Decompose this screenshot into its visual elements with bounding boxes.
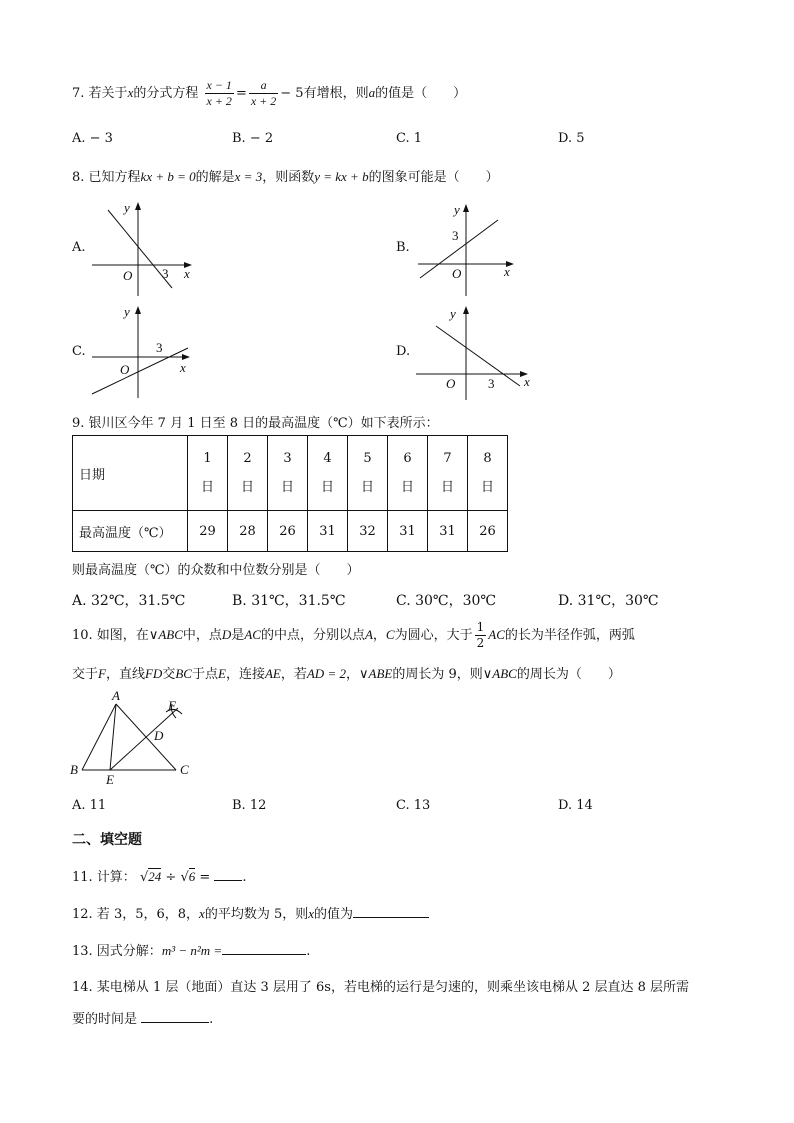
- q13-expression: m³ − n²m =: [161, 943, 223, 958]
- q8b-x-label: x: [504, 264, 510, 279]
- q10-text: ，: [345, 667, 359, 682]
- q8-text-b: 的解是: [195, 170, 235, 185]
- q14-answer-blank[interactable]: [141, 1010, 209, 1023]
- q13-stem: [72, 940, 310, 959]
- q8-equation-1: kx + b = 0: [140, 169, 196, 184]
- q8a-origin: O: [123, 268, 133, 283]
- q9-option-c[interactable]: C. 30℃，30℃: [396, 593, 497, 609]
- q7-frac2-num: a: [249, 78, 278, 94]
- q11-period: .: [242, 870, 247, 885]
- q9-question: 则最高温度（℃）的众数和中位数分别是（ ）: [72, 563, 360, 578]
- q11-text: 11. 计算：: [72, 870, 136, 885]
- q10-text: ，直线: [105, 667, 145, 682]
- q9-temp-cell: 26: [268, 511, 308, 552]
- q7-option-a[interactable]: A. − 3: [72, 131, 113, 146]
- q8a-three: 3: [162, 266, 169, 281]
- q9-day-unit: 日: [200, 480, 214, 495]
- sqrt-icon: √: [180, 870, 189, 885]
- q7-var-a: a: [368, 85, 376, 100]
- q13-text: 13. 因式分解：: [72, 944, 162, 959]
- q10-point-f: F: [98, 666, 106, 681]
- q9-day-number: 5: [363, 451, 372, 466]
- q9-temp-cell: 31: [428, 511, 468, 552]
- q8-graph-b[interactable]: [412, 200, 522, 300]
- q7-text-after: 的值是（ ）: [375, 86, 467, 101]
- sqrt-icon: √: [139, 870, 149, 885]
- q10-triangle-figure: [70, 686, 210, 790]
- q8-graph-d[interactable]: [412, 302, 538, 402]
- q12-text: 的平均数为 5，则: [204, 907, 309, 922]
- q12-text: 12. 若 3，5，6，8，: [72, 907, 200, 922]
- q10-text: 10. 如图，在: [72, 628, 149, 643]
- q7-option-b[interactable]: B. − 2: [232, 131, 274, 146]
- q9-header-date: 日期: [73, 436, 188, 511]
- q9-day-cell: [188, 436, 228, 511]
- q9-day-cell: [388, 436, 428, 511]
- q7-tail: − 5有增根，则: [280, 86, 369, 101]
- q10-segment-bc: BC: [175, 666, 192, 681]
- q11-equals: =: [199, 870, 211, 885]
- q8-label-d[interactable]: D.: [396, 344, 411, 359]
- q9-temp-cell: 29: [188, 511, 228, 552]
- q10-fig-label-d: D: [154, 728, 164, 743]
- q7-frac2-den: x + 2: [250, 94, 277, 108]
- q8-graph-c[interactable]: [88, 302, 198, 402]
- q9-day-number: 2: [243, 451, 252, 466]
- q9-day-unit: 日: [480, 480, 494, 495]
- q10-fig-label-e: E: [106, 772, 114, 787]
- q10-line-1: [72, 620, 635, 651]
- q9-temp-cell: 32: [348, 511, 388, 552]
- q14-line-2: [72, 1008, 213, 1027]
- q9-temperature-table: [72, 435, 508, 552]
- q11-radicand-b: 6: [188, 869, 196, 884]
- q8-label-a[interactable]: A.: [72, 240, 86, 255]
- q8d-x-label: x: [524, 374, 530, 389]
- q8-text-d: 的图象可能是（ ）: [368, 170, 499, 185]
- q10-line-2: [72, 663, 621, 682]
- q8-equation-2: x = 3: [234, 169, 263, 184]
- q12-var-x: x: [199, 906, 205, 921]
- q8-text-a: 8. 已知方程: [72, 170, 141, 185]
- q8-stem: [72, 166, 499, 185]
- q9-day-cell: [348, 436, 388, 511]
- q10-text: 为圆心，大于: [394, 628, 473, 643]
- q7-frac1-num: x − 1: [206, 78, 232, 92]
- q9-day-unit: 日: [360, 480, 374, 495]
- q10-option-d[interactable]: D. 14: [558, 798, 593, 813]
- q10-half-fraction: [475, 620, 487, 651]
- q11-radicand-a: 24: [148, 869, 162, 884]
- q9-day-number: 8: [483, 451, 492, 466]
- q8c-three: 3: [156, 340, 163, 355]
- q9-day-cell: [308, 436, 348, 511]
- q9-day-number: 3: [283, 451, 292, 466]
- q8-text-c: ，则函数: [262, 170, 315, 185]
- q10-segment-fd: FD: [144, 666, 163, 681]
- q9-temp-cell: 31: [388, 511, 428, 552]
- q8c-origin: O: [120, 362, 130, 377]
- q13-period: .: [306, 944, 311, 959]
- q8b-origin: O: [452, 266, 462, 281]
- q12-var-x: x: [308, 906, 314, 921]
- q7-frac1-den: x + 2: [206, 94, 232, 108]
- q8a-x-label: x: [184, 266, 190, 281]
- q9-day-cell: [228, 436, 268, 511]
- q10-option-a[interactable]: A. 11: [72, 798, 107, 813]
- q10-half-den: 2: [476, 636, 485, 650]
- q10-text: ，连接: [225, 667, 265, 682]
- q8b-y-label: y: [454, 202, 460, 217]
- q10-text: 是: [231, 628, 245, 643]
- q9-day-number: 1: [203, 451, 212, 466]
- q8b-three: 3: [452, 228, 459, 243]
- q7-fraction-2: [249, 78, 278, 109]
- q9-day-cell: [428, 436, 468, 511]
- q11-answer-blank[interactable]: [214, 868, 242, 881]
- q10-half-num: 1: [476, 620, 485, 634]
- q7-stem: [72, 78, 466, 109]
- q7-text-mid: 的分式方程: [133, 86, 199, 101]
- q10-fig-label-f: F: [168, 698, 176, 713]
- q10-text: 中，点: [182, 628, 222, 643]
- q8d-origin: O: [446, 376, 456, 391]
- q14-line-1: 14. 某电梯从 1 层（地面）直达 3 层用了 6s，若电梯的运行是匀速的，则乘坐该电梯从 2 层直达 8 层所需: [72, 980, 690, 995]
- q7-fraction-1: [205, 78, 234, 109]
- q10-fig-label-b: B: [70, 762, 78, 777]
- q10-triangle-abc: ∨ABC: [482, 666, 517, 681]
- q8a-y-label: y: [124, 200, 130, 215]
- q9-header-temp: 最高温度（℃）: [73, 511, 188, 552]
- q10-segment-ac: AC: [488, 627, 505, 642]
- q9-temp-cell: 31: [308, 511, 348, 552]
- q9-option-b[interactable]: B. 31℃，31.5℃: [232, 593, 346, 609]
- q10-triangle-abc: ∨ABC: [148, 627, 183, 642]
- q10-text: 的长为半径作弧，两弧: [504, 628, 635, 643]
- q10-text: 的中点，分别以点: [260, 628, 365, 643]
- q10-segment-ac: AC: [244, 627, 261, 642]
- q9-day-number: 6: [403, 451, 412, 466]
- q8d-three: 3: [488, 376, 495, 391]
- q7-option-d[interactable]: D. 5: [558, 131, 585, 146]
- q10-option-b[interactable]: B. 12: [232, 798, 267, 813]
- q9-option-d[interactable]: D. 31℃，30℃: [558, 593, 659, 609]
- q13-answer-blank[interactable]: [222, 942, 306, 955]
- q10-text: ，: [372, 628, 386, 643]
- q9-day-number: 4: [323, 451, 332, 466]
- q7-number: 7.: [72, 86, 85, 101]
- q10-point-c: C: [385, 627, 395, 642]
- q10-point-e: E: [217, 666, 226, 681]
- q10-text: 交于: [72, 667, 99, 682]
- q8-equation-3: y = kx + b: [314, 169, 369, 184]
- q9-day-cell: [268, 436, 308, 511]
- q9-day-unit: 日: [320, 480, 334, 495]
- q9-option-a[interactable]: A. 32℃，31.5℃: [72, 593, 186, 609]
- q12-stem: [72, 903, 429, 922]
- q14-text: 要的时间是: [72, 1012, 138, 1027]
- q10-option-c[interactable]: C. 13: [396, 798, 431, 813]
- q11-divide: ÷: [165, 870, 177, 885]
- q7-var-x: x: [127, 85, 134, 100]
- q10-text: 于点: [191, 667, 218, 682]
- q10-text: 交: [162, 667, 176, 682]
- q9-day-unit: 日: [440, 480, 454, 495]
- q7-equals: =: [235, 86, 247, 101]
- q10-segment-ae: AE: [264, 666, 281, 681]
- q8-graph-a[interactable]: [88, 198, 198, 300]
- q8d-y-label: y: [450, 306, 456, 321]
- q8c-y-label: y: [124, 304, 130, 319]
- q9-stem: 9. 银川区今年 7 月 1 日至 8 日的最高温度（℃）如下表所示：: [72, 416, 439, 431]
- q11-stem: [72, 866, 247, 885]
- q10-text: 的周长为 9，则: [392, 667, 483, 682]
- q7-text: 若关于: [88, 86, 128, 101]
- q10-fig-label-a: A: [112, 688, 120, 703]
- q10-text: 的周长为（ ）: [516, 667, 621, 682]
- q9-day-unit: 日: [400, 480, 414, 495]
- q12-text: 的值为: [314, 907, 354, 922]
- q9-temp-cell: 28: [228, 511, 268, 552]
- q9-row-temps: [73, 511, 508, 552]
- q10-point-d: D: [221, 627, 232, 642]
- section-title: 二、填空题: [72, 832, 142, 848]
- q9-day-unit: 日: [280, 480, 294, 495]
- q12-answer-blank[interactable]: [353, 905, 429, 918]
- q9-temp-cell: 26: [468, 511, 508, 552]
- q8-label-b[interactable]: B.: [396, 240, 410, 255]
- q9-day-unit: 日: [240, 480, 254, 495]
- q8-label-c[interactable]: C.: [72, 344, 86, 359]
- q10-triangle-abe: ∨ABE: [358, 666, 393, 681]
- q9-day-number: 7: [443, 451, 452, 466]
- q14-period: .: [209, 1012, 214, 1027]
- q9-day-cell: [468, 436, 508, 511]
- q10-text: ，若: [280, 667, 307, 682]
- q10-ad-equation: AD = 2: [306, 666, 346, 681]
- q9-row-dates: [73, 436, 508, 511]
- q10-fig-label-c: C: [180, 762, 189, 777]
- q8c-x-label: x: [180, 360, 186, 375]
- q7-option-c[interactable]: C. 1: [396, 131, 423, 146]
- q10-point-a: A: [364, 627, 373, 642]
